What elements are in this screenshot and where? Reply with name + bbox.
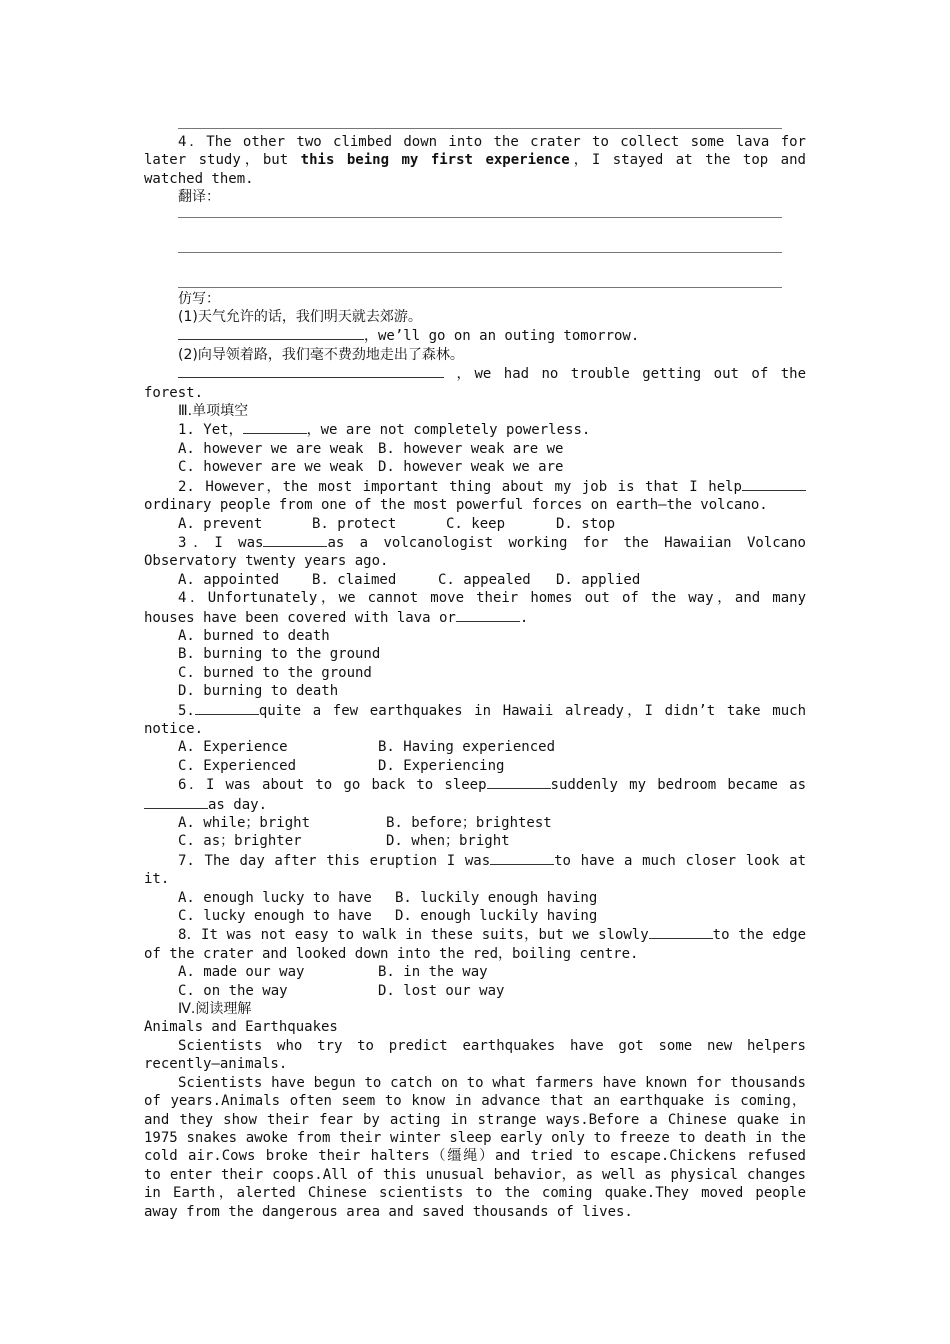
multiple-choice-list	[144, 420, 806, 1000]
answer-line[interactable]	[178, 217, 782, 218]
answer-option[interactable]: C. keep	[446, 515, 506, 532]
answer-option[interactable]: D. stop	[556, 515, 616, 532]
fill-blank[interactable]	[195, 701, 259, 715]
answer-option[interactable]: C. appealed	[438, 571, 531, 588]
fill-blank[interactable]	[649, 925, 713, 939]
option-row	[144, 757, 806, 775]
answer-option[interactable]: D. enough luckily having	[395, 908, 598, 925]
option-row	[144, 889, 806, 907]
answer-option[interactable]: D. when；bright	[386, 833, 510, 850]
answer-option[interactable]: D. burning to death	[178, 683, 339, 700]
fill-blank[interactable]	[456, 608, 520, 622]
answer-option[interactable]: C. lucky enough to have	[178, 908, 372, 925]
answer-option[interactable]: A. while；bright	[178, 815, 311, 831]
answer-option[interactable]: A. prevent	[178, 515, 263, 532]
answer-option[interactable]: B. however weak are we	[378, 440, 564, 457]
answer-option[interactable]: C. however are we weak	[178, 459, 364, 476]
fill-blank[interactable]	[144, 795, 208, 809]
question-stem: 1. Yet， ，we are not completely powerless.	[178, 422, 591, 439]
option-row	[144, 738, 806, 756]
fill-blank[interactable]	[178, 364, 444, 378]
option-row	[144, 645, 806, 663]
answer-option[interactable]: C. burned to the ground	[178, 664, 372, 681]
question-stem: 7. The day after this eruption I was to have a much closer look at it.	[144, 852, 807, 888]
option-row	[144, 440, 806, 458]
answer-option[interactable]: A. however we are weak	[178, 440, 364, 457]
worksheet-page	[144, 128, 806, 1221]
key-phrase: this being my first experience	[300, 152, 570, 169]
answer-option[interactable]: B. luckily enough having	[395, 889, 598, 906]
answer-option[interactable]: C. Experienced	[178, 757, 297, 774]
imitate-2-chinese: (2)向导领着路，我们毫不费劲地走出了森林。	[178, 346, 464, 363]
fill-blank[interactable]	[490, 851, 554, 865]
fill-blank[interactable]	[487, 775, 551, 789]
question-stem: 5. quite a few earthquakes in Hawaii already，I didn’t take much notice.	[144, 702, 806, 737]
translate-label: 翻译：	[178, 189, 220, 206]
option-row	[144, 664, 806, 682]
imitate-1-chinese: (1)天气允许的话，我们明天就去郊游。	[178, 309, 422, 326]
answer-option[interactable]: B. burning to the ground	[178, 646, 381, 663]
passage-paragraph-1: Scientists who try to predict earthquakes have got some new helpers recently—animals.	[144, 1037, 806, 1073]
option-row	[144, 682, 806, 700]
question-stem: 3．I was as a volcanologist working for the Hawaiian Volcano Observatory twenty years ago.	[144, 534, 806, 570]
option-row	[144, 458, 806, 476]
answer-option[interactable]: A. burned to death	[178, 627, 330, 644]
option-row	[144, 571, 806, 589]
question-stem: 6．I was about to go back to sleep suddenly my bedroom became asas day.	[144, 775, 806, 814]
answer-option[interactable]: D. applied	[556, 571, 641, 588]
fill-blank[interactable]	[178, 326, 364, 340]
question-stem: 8．It was not easy to walk in these suits，but we slowly to the edge of the crater and looked down into the red，boiling centre.	[144, 927, 806, 962]
passage-title: Animals and Earthquakes	[144, 1019, 338, 1036]
answer-option[interactable]: C. on the way	[178, 982, 288, 999]
section-3-heading: Ⅲ.单项填空	[178, 403, 249, 420]
answer-option[interactable]: A. made our way	[178, 964, 305, 981]
option-row	[144, 907, 806, 925]
option-row	[144, 963, 806, 981]
fill-blank[interactable]	[243, 420, 307, 434]
option-row	[144, 814, 806, 832]
section-4-heading: Ⅳ.阅读理解	[178, 1001, 252, 1018]
answer-option[interactable]: B. before；brightest	[386, 815, 552, 831]
answer-option[interactable]: A. enough lucky to have	[178, 889, 372, 906]
question-stem: 2. However，the most important thing about my job is that I helpordinary people from one of the most powerful forces on earth—the volcano.	[144, 477, 806, 515]
fill-blank[interactable]	[263, 533, 327, 547]
answer-option[interactable]: B. Having experienced	[378, 739, 556, 756]
imitate-label: 仿写：	[178, 290, 220, 307]
option-row	[144, 627, 806, 645]
answer-line[interactable]	[178, 252, 782, 253]
answer-option[interactable]: B. protect	[312, 515, 397, 532]
imitate-1-english: ，we’ll go on an outing tomorrow.	[144, 326, 806, 345]
answer-option[interactable]: A. appointed	[178, 571, 280, 588]
question-4-sentence: 4．The other two climbed down into the crater to collect some lava for later study，but this being my first experience，I stayed at the top and watched them.	[144, 134, 806, 187]
imitate-2-english: ，we had no trouble getting out of the forest.	[144, 366, 806, 401]
answer-option[interactable]: C. as；brighter	[178, 833, 302, 850]
answer-option[interactable]: B. claimed	[312, 571, 397, 588]
answer-option[interactable]: D. lost our way	[378, 982, 505, 999]
answer-line[interactable]	[178, 287, 782, 288]
answer-line	[178, 128, 782, 129]
fill-blank[interactable]	[742, 477, 806, 491]
option-row	[144, 515, 806, 533]
question-stem: 4．Unfortunately，we cannot move their homes out of the way，and many houses have been covered with lava or .	[144, 590, 806, 626]
option-row	[144, 832, 806, 850]
answer-option[interactable]: B. in the way	[378, 964, 488, 981]
option-row	[144, 982, 806, 1000]
answer-option[interactable]: D. Experiencing	[378, 757, 505, 774]
answer-option[interactable]: D. however weak we are	[378, 459, 564, 476]
answer-option[interactable]: A. Experience	[178, 739, 288, 756]
passage-paragraph-2: Scientists have begun to catch on to what farmers have known for thousands of years.Animals often seem to know in advance that an earthquake is coming，and they show their fear by acting in strange ways.Before a Chinese quake in 1975 snakes awoke from their winter sleep early only to freeze to death in the cold air.Cows broke their halters（缰绳）and tried to escape.Chickens refused to enter their coops.All of this unusual behavior，as well as physical changes in Earth，alerted Chinese scientists to the coming quake.They moved people away from the dangerous area and saved thousands of lives.	[144, 1074, 806, 1220]
